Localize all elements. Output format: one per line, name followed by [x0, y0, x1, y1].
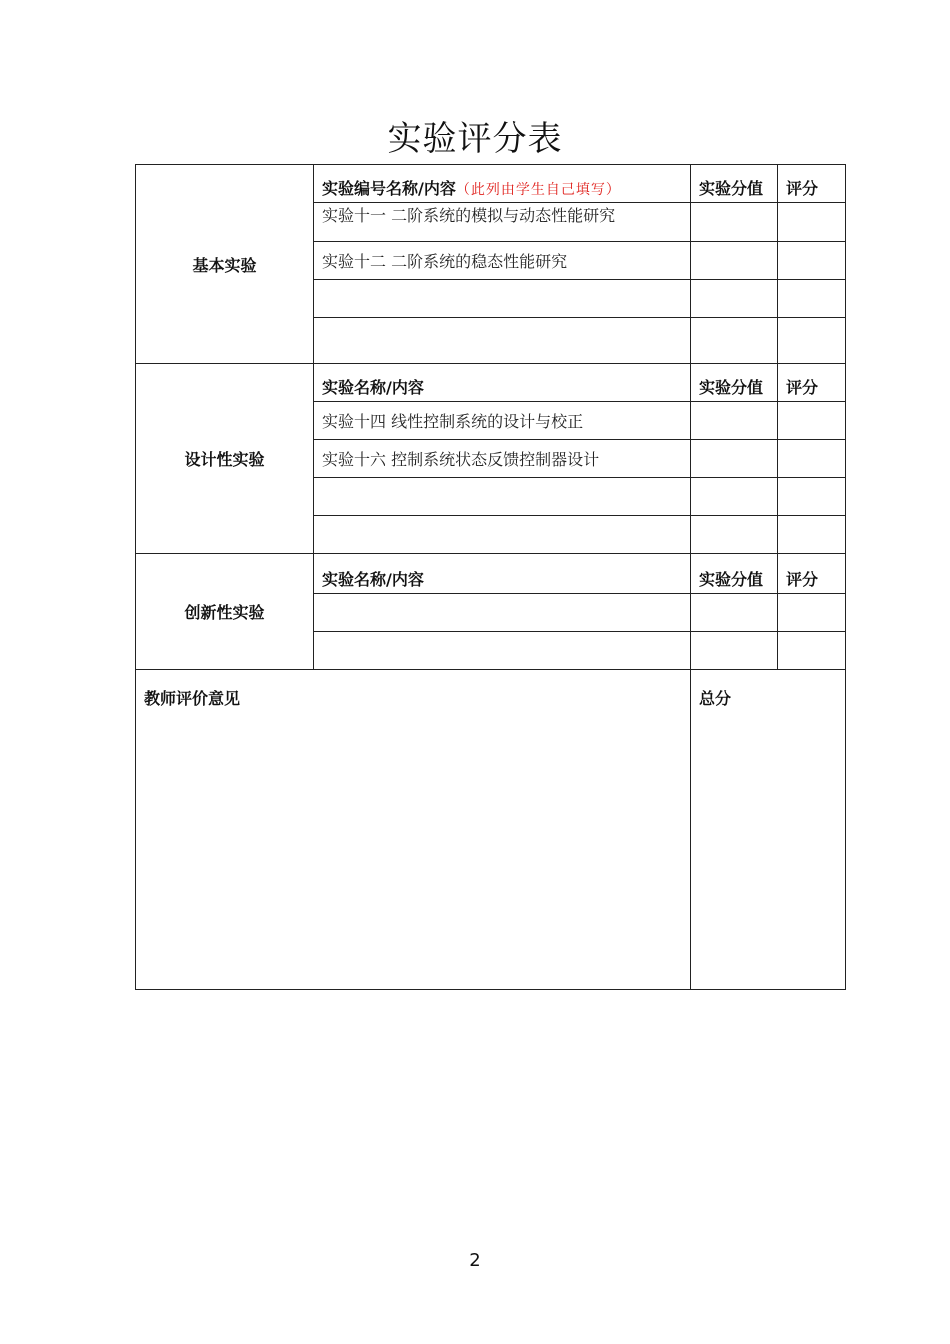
score-header: 评分 — [778, 554, 846, 594]
value-cell[interactable] — [691, 632, 778, 670]
value-cell[interactable] — [691, 478, 778, 516]
score-cell[interactable] — [778, 594, 846, 632]
basic-item-2[interactable]: 实验十二 二阶系统的稳态性能研究 — [314, 242, 691, 280]
category-basic: 基本实验 — [136, 165, 314, 364]
value-cell[interactable] — [691, 280, 778, 318]
score-cell[interactable] — [778, 203, 846, 242]
value-cell[interactable] — [691, 594, 778, 632]
value-header: 实验分值 — [691, 364, 778, 402]
basic-item-1[interactable]: 实验十一 二阶系统的模拟与动态性能研究 — [314, 203, 691, 242]
value-cell[interactable] — [691, 318, 778, 364]
page-title: 实验评分表 — [387, 119, 563, 159]
score-cell[interactable] — [778, 318, 846, 364]
score-cell[interactable] — [778, 402, 846, 440]
basic-item-4[interactable] — [314, 318, 691, 364]
score-header: 评分 — [778, 364, 846, 402]
grading-table — [135, 164, 846, 990]
innovative-item-2[interactable] — [314, 632, 691, 670]
score-cell[interactable] — [778, 478, 846, 516]
score-cell[interactable] — [778, 632, 846, 670]
value-cell[interactable] — [691, 402, 778, 440]
basic-header-row — [136, 165, 846, 203]
teacher-comment-area[interactable] — [136, 670, 691, 990]
page-number: 2 — [469, 1250, 481, 1271]
score-cell[interactable] — [778, 280, 846, 318]
design-header-row — [136, 364, 846, 402]
innovative-name-header: 实验名称/内容 — [314, 554, 691, 594]
design-item-1[interactable]: 实验十四 线性控制系统的设计与校正 — [314, 402, 691, 440]
innovative-item-1[interactable] — [314, 594, 691, 632]
total-score-area[interactable] — [691, 670, 846, 990]
value-cell[interactable] — [691, 203, 778, 242]
basic-item-3[interactable] — [314, 280, 691, 318]
design-name-header: 实验名称/内容 — [314, 364, 691, 402]
value-header: 实验分值 — [691, 554, 778, 594]
basic-name-header — [314, 165, 691, 203]
value-cell[interactable] — [691, 440, 778, 478]
teacher-comment-label: 教师评价意见 — [144, 689, 241, 708]
score-header: 评分 — [778, 165, 846, 203]
design-item-3[interactable] — [314, 478, 691, 516]
score-cell[interactable] — [778, 242, 846, 280]
design-item-2[interactable]: 实验十六 控制系统状态反馈控制器设计 — [314, 440, 691, 478]
category-design: 设计性实验 — [136, 364, 314, 554]
design-item-4[interactable] — [314, 516, 691, 554]
comment-row — [136, 670, 846, 990]
value-cell[interactable] — [691, 516, 778, 554]
basic-name-header-text: 实验编号名称/内容 — [322, 179, 456, 198]
innovative-header-row — [136, 554, 846, 594]
category-innovative: 创新性实验 — [136, 554, 314, 670]
value-cell[interactable] — [691, 242, 778, 280]
score-cell[interactable] — [778, 440, 846, 478]
total-score-label: 总分 — [699, 689, 732, 708]
student-fill-hint: （此列由学生自己填写） — [455, 182, 621, 198]
value-header: 实验分值 — [691, 165, 778, 203]
score-cell[interactable] — [778, 516, 846, 554]
